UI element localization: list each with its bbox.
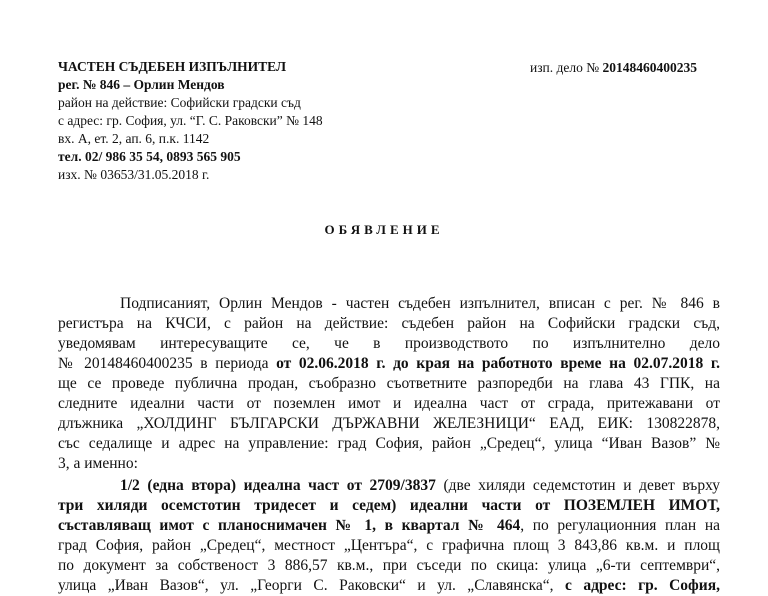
body-line: регистъра на КЧСИ, с район на действие: съдебен район на Софийски градски съд, [58,315,720,332]
body-line: град София, район „Средец“, местност „Центъра“, с графична площ 3 843,86 кв.м. и площ [58,537,720,554]
executor-phone: тел. 02/ 986 35 54, 0893 565 905 [58,149,241,164]
body-text: , по регулационния план на [520,517,720,534]
sale-period: от 02.06.2018 г. до края на работното време на 02.07.2018 г. [276,355,720,372]
body-line: ще се проведе публична продан, съобразно съответните разпоредби на глава 43 ГПК, на [58,375,720,392]
executor-title: ЧАСТЕН СЪДЕБЕН ИЗПЪЛНИТЕЛ [58,59,287,74]
property-type: идеални части от ПОЗЕМЛЕН ИМОТ, [396,497,720,514]
executor-address: с адрес: гр. София, ул. “Г. С. Раковски” № 148 [58,113,323,128]
body-line: следните идеални части от поземлен имот и идеална част от сграда, притежавани от [58,395,720,412]
body-line [58,354,720,374]
case-number-value: 20148460400235 [602,60,698,75]
property-plot-number: съставляващ имот с планоснимачен № 1, в квартал № 464 [58,517,521,534]
executor-registration: рег. № 846 – Орлин Мендов [58,77,225,92]
case-number [530,60,697,76]
body-line: 3, а именно: [58,455,138,472]
body-line: уведомявам интересуващите се, че в производството по изпълнително дело [58,335,720,352]
body-line [120,476,720,496]
body-line: длъжника „ХОЛДИНГ БЪЛГАРСКИ ДЪРЖАВНИ ЖЕЛЕЗНИЦИ“ ЕАД, ЕИК: 130822878, [58,415,720,432]
body-line [58,516,720,536]
body-line: Подписаният, Орлин Мендов - частен съдебен изпълнител, вписан с рег. № 846 в [120,295,720,312]
property-address: с адрес: гр. София, [564,577,720,594]
body-text: (две хиляди седемстотин и девет върху [435,477,720,494]
executor-area: район на действие: Софийски градски съд [58,95,301,110]
body-line [58,496,720,516]
case-number-label: изп. дело № [530,60,603,75]
executor-address-entrance: вх. А, ет. 2, ап. 6, п.к. 1142 [58,131,210,146]
share-fraction: 1/2 (една втора) идеална част от 2709/3837 [120,477,436,494]
body-line [58,576,720,596]
document-title: ОБЯВЛЕНИЕ [324,222,444,237]
body-text: улица „Иван Вазов“, ул. „Георги С. Раковски“ и ул. „Славянска“, [58,577,565,594]
share-fraction-words: три хиляди осемстотин тридесет и седем) [58,497,397,514]
body-line: със седалище и адрес на управление: град София, район „Средец“, улица “Иван Вазов” № [58,435,720,452]
body-text: № 20148460400235 в периода [58,355,277,372]
outgoing-number: изх. № 03653/31.05.2018 г. [58,167,210,182]
body-line: по документ за собственост 3 886,57 кв.м., при съседи по скица: улица „6-ти септември“, [58,557,720,574]
